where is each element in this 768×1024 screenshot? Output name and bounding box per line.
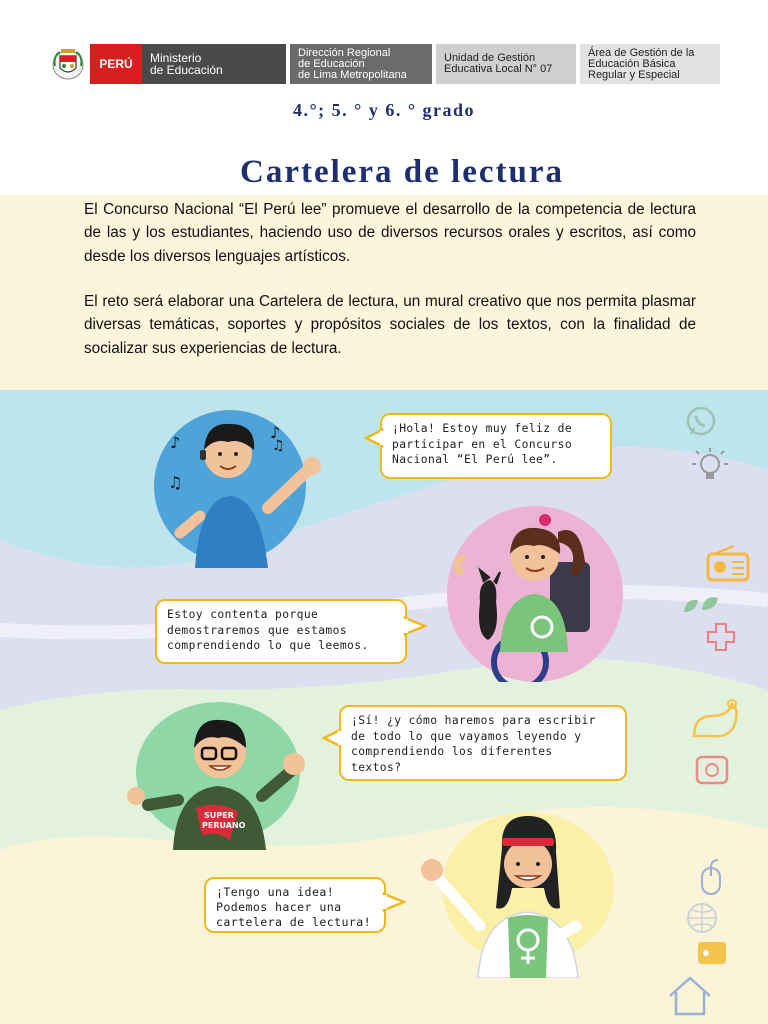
bubble-tail: [364, 428, 384, 448]
girl-wheelchair-illustration: [440, 502, 630, 682]
intro-section: [0, 195, 768, 395]
grades-heading: 4.°; 5. ° y 6. ° grado: [292, 100, 476, 120]
leaves-icon: [680, 592, 722, 618]
photo-icon: [694, 754, 730, 786]
header-text: Área de Gestión de la: [588, 46, 695, 59]
cross-icon: [706, 622, 736, 652]
header-text: de Educación: [150, 63, 223, 77]
whatsapp-icon: [683, 404, 719, 440]
bubble-text: textos?: [351, 760, 402, 774]
tag-icon: [694, 938, 730, 968]
bubble-text: de todo lo que vayamos leyendo y: [351, 729, 582, 743]
shirt-text: SUPER: [204, 811, 234, 820]
animal-icon: [688, 696, 746, 742]
speech-bubble-2: [155, 599, 407, 664]
speech-bubble-3: [339, 705, 627, 781]
house-icon: [664, 972, 716, 1018]
bubble-text: cartelera de lectura!: [216, 914, 371, 929]
bubble-text: Nacional “El Perú lee”.: [392, 453, 558, 467]
radio-icon: [704, 544, 752, 584]
bubble-tail: [322, 728, 342, 748]
bubble-text: comprendiendo lo que leemos.: [167, 639, 369, 653]
boy-glasses-illustration: [118, 700, 318, 850]
shirt-text: PERUANO: [202, 821, 246, 830]
bubble-text: demostraremos que estamos: [167, 623, 348, 637]
header-text: Educación Básica: [588, 57, 676, 70]
speech-bubble-1: [380, 413, 612, 479]
header-text: Educativa Local N° 07: [444, 63, 553, 75]
bubble-text: comprendiendo los diferentes: [351, 745, 553, 759]
mouse-icon: [694, 858, 728, 898]
svg-text:♫: ♫: [168, 473, 183, 492]
lightbulb-icon: [688, 446, 732, 490]
globe-icon: [684, 900, 720, 936]
bubble-text: ¡Tengo una idea!: [216, 885, 335, 899]
svg-text:♪: ♪: [270, 423, 281, 442]
bubble-tail: [382, 892, 406, 912]
bubble-text: Podemos hacer una: [216, 899, 342, 914]
direccion-box: [290, 44, 432, 84]
header-text: Dirección Regional: [298, 46, 391, 59]
bubble-text: ¡Sí! ¿y cómo haremos para escribir: [351, 714, 596, 727]
boy-music-illustration: [140, 408, 350, 568]
area-box: [580, 44, 720, 84]
bubble-text: ¡Hola! Estoy muy feliz de: [392, 422, 573, 435]
header-logos: [46, 44, 720, 84]
coat-of-arms-icon: [46, 44, 90, 84]
header-text: Unidad de Gestión: [444, 52, 536, 64]
svg-text:♫: ♫: [272, 438, 285, 454]
svg-text:♪: ♪: [170, 433, 181, 452]
intro-paragraph-2: El reto será elaborar una Cartelera de lectura, un mural creativo que nos permita plasmar diversas temáticas, soportes y propósitos sociales de los textos, con la finalidad de socializar sus experiencias de lectura.: [84, 293, 696, 357]
header-text: Regular y Especial: [588, 68, 680, 81]
bubble-text: Estoy contenta porque: [167, 608, 319, 621]
ministerio-box: [142, 44, 286, 84]
page-title: Cartelera de lectura: [239, 154, 565, 190]
header-text: de Lima Metropolitana: [298, 68, 407, 81]
header-text: Ministerio: [150, 51, 202, 65]
intro-paragraph-1: El Concurso Nacional “El Perú lee” promueve el desarrollo de la competencia de lectura de las y los estudiantes, haciendo uso de diversos recursos orales y escritos, así como desde los diversos lenguajes artísticos.: [84, 201, 696, 265]
peru-label: PERÚ: [90, 44, 142, 84]
girl-headband-illustration: [408, 808, 618, 978]
bubble-text: participar en el Concurso: [392, 437, 573, 451]
unidad-box: [436, 44, 576, 84]
header-text: de Educación: [298, 57, 365, 70]
speech-bubble-4: [204, 877, 386, 933]
bubble-tail: [403, 616, 427, 636]
